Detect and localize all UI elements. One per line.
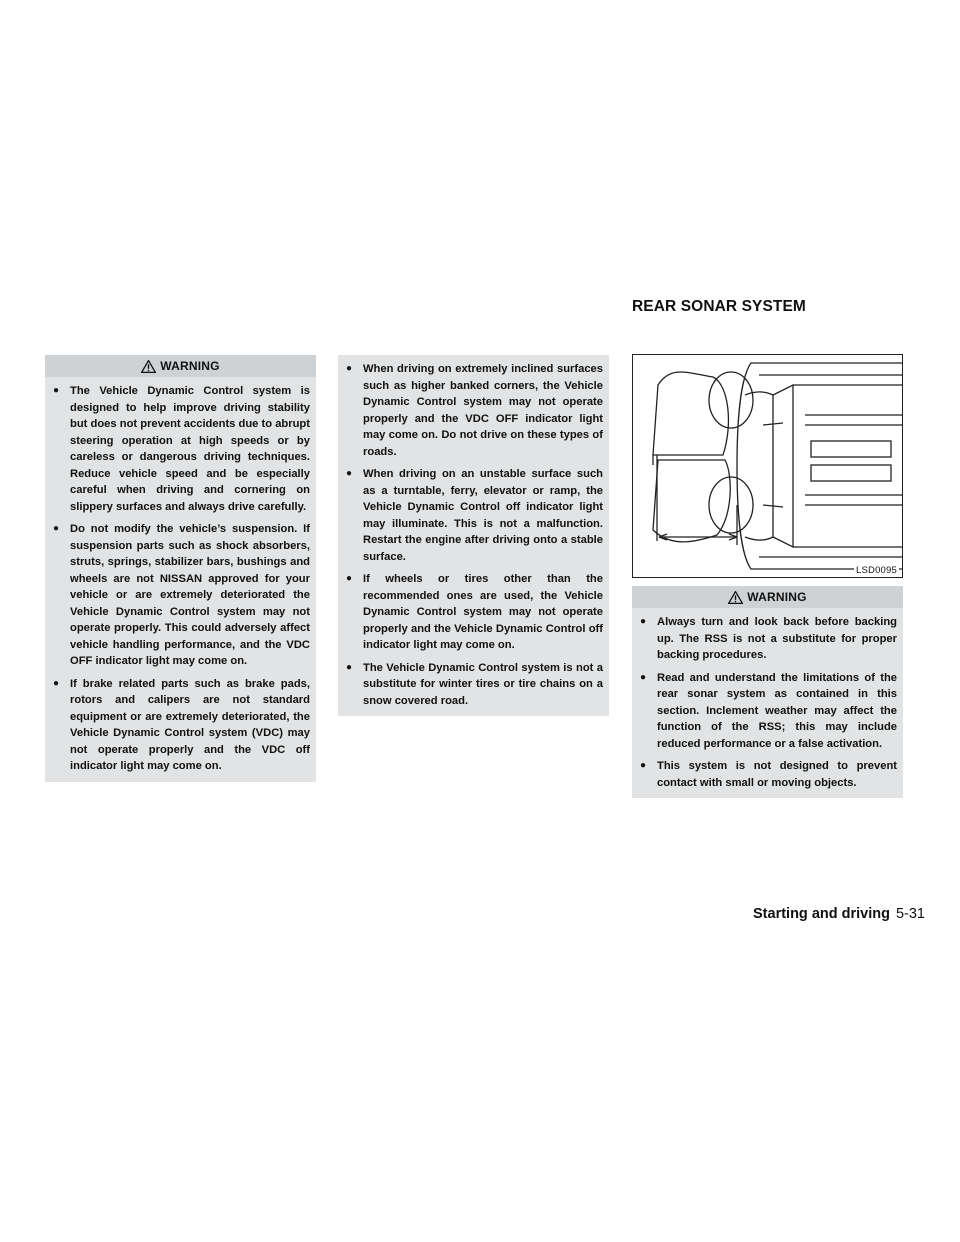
corner-zone-lower [709,477,753,533]
warning-list [45,377,316,782]
warning-item-text: The Vehicle Dynamic Control system is not a substitute for winter tires or tire chains on a snow covered road. [363,661,603,707]
warning-header [45,355,316,377]
warning-box-vdc-2 [338,355,609,716]
bullet-icon: ● [640,760,647,771]
warning-item [640,670,897,753]
warning-list [632,608,903,798]
warning-item [346,660,603,710]
vehicle-body [737,363,902,569]
page-number: 5-31 [895,906,925,922]
warning-item-text: Do not modify the vehicle’s suspension. If suspension parts such as shock absorbers, struts, springs, stabilizer bars, bushings and wheels are not NISSAN approved for your vehicle or are extremely deteriorated the Vehicle Dynamic Control system may not operate properly. This could adversely affect vehicle handling performance, and the VDC OFF indicator light may come on. [70,523,310,667]
warning-triangle-icon [141,360,156,373]
bullet-icon: ● [346,468,353,479]
figure-code: LSD0095 [855,565,897,576]
warning-item [346,466,603,565]
warning-item-text: If wheels or tires other than the recommended ones are used, the Vehicle Dynamic Control system may not operate properly and the Vehicle Dynamic Control off indicator light may come on. [363,573,603,651]
bullet-icon: ● [53,523,60,534]
bullet-icon: ● [346,363,353,374]
warning-item-text: If brake related parts such as brake pads, rotors and calipers are not standard equipment or are extremely deteriorated, the Vehicle Dynamic Control system (VDC) may not operate properly and the VDC off indicator light may come on. [70,677,310,772]
warning-item [53,383,310,515]
vehicle-top-view-drawing [633,355,902,577]
warning-item [53,676,310,775]
bullet-icon: ● [640,671,647,683]
warning-box-rss [632,586,903,798]
warning-list [338,355,609,716]
warning-label: WARNING [747,589,807,604]
bullet-icon: ● [53,677,60,689]
warning-item-text: This system is not designed to prevent contact with small or moving objects. [657,760,897,789]
section-title: REAR SONAR SYSTEM [632,298,806,315]
page-footer [720,906,925,922]
warning-item-text: When driving on extremely inclined surfaces such as higher banked corners, the Vehicle Dynamic Control system may not operate properly and the VDC OFF indicator light may come on. Do not drive on these types of roads. [363,363,603,458]
rear-sonar-illustration [632,354,903,578]
corner-zone-upper [709,372,753,428]
warning-label: WARNING [160,358,220,373]
warning-item-text: The Vehicle Dynamic Control system is designed to help improve driving stability but does not prevent accidents due to abrupt steering operation at high speeds or by careless or dangerous driving techniques. Reduce vehicle speed and be especially careful when driving and cornering on slippery surfaces and always drive carefully. [70,385,310,513]
warning-item [346,361,603,460]
warning-item [53,521,310,670]
footer-section-name: Starting and driving [753,906,890,922]
warning-item-text: Always turn and look back before backing up. The RSS is not a substitute for proper backing procedures. [657,616,897,661]
warning-item [640,614,897,664]
warning-item [640,758,897,791]
warning-item [346,571,603,654]
bullet-icon: ● [346,573,353,584]
warning-box-vdc-1 [45,355,316,782]
bullet-icon: ● [640,616,647,627]
detection-zone-lower [653,460,730,542]
warning-item-text: When driving on an unstable surface such as a turntable, ferry, elevator or ramp, the Vehicle Dynamic Control off indicator light may illuminate. This is not a malfunction. Restart the engine after driving onto a stable surface. [363,468,603,563]
bullet-icon: ● [53,385,60,396]
warning-triangle-icon [728,591,743,604]
bullet-icon: ● [346,661,353,673]
warning-header [632,586,903,608]
detection-zone-upper [653,372,728,455]
warning-item-text: Read and understand the limitations of the rear sonar system as contained in this section. Inclement weather may affect the function of the RSS; this may include reduced performance or a false activation. [657,671,897,750]
